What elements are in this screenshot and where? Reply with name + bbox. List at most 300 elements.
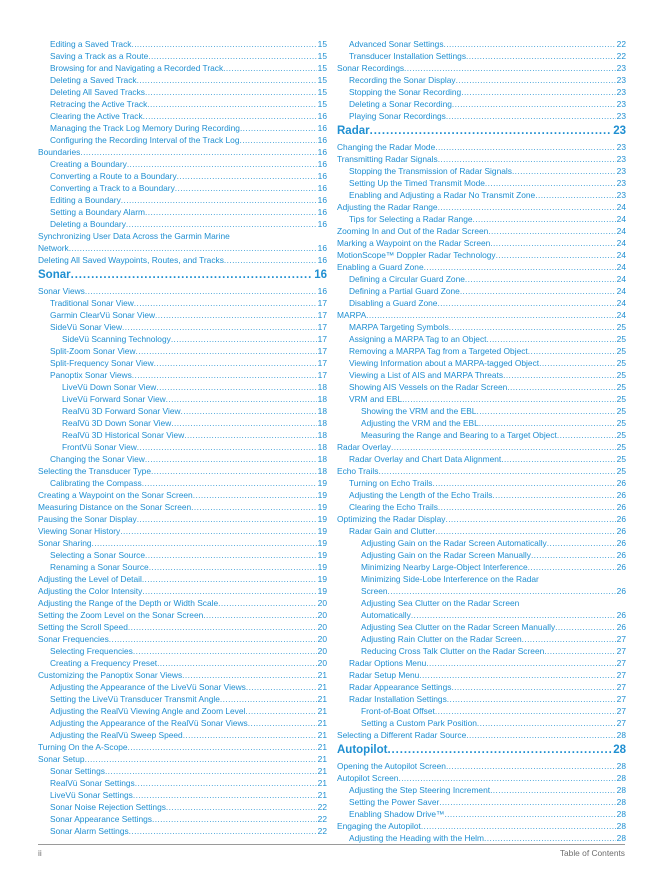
toc-entry-label: RealVü Sonar Settings <box>50 778 135 788</box>
toc-entry[interactable] <box>38 753 327 765</box>
toc-entry-page-number: 25 <box>616 382 626 392</box>
toc-entry-page-number: 23 <box>616 154 626 164</box>
toc-entry[interactable] <box>337 333 626 345</box>
toc-entry-page-number: 17 <box>317 310 327 320</box>
toc-entry-page-number: 17 <box>317 298 327 308</box>
toc-entry[interactable] <box>337 213 626 225</box>
toc-entry-page-number: 16 <box>317 207 327 217</box>
toc-entry[interactable] <box>38 477 327 489</box>
toc-dot-leader <box>388 585 616 597</box>
toc-entry-label: Setting the Power Saver <box>349 797 440 807</box>
toc-entry-page-number: 26 <box>616 586 626 596</box>
toc-entry[interactable] <box>337 321 626 333</box>
toc-entry[interactable] <box>337 393 626 405</box>
toc-entry[interactable] <box>38 321 327 333</box>
toc-entry[interactable] <box>337 585 626 597</box>
toc-entry-page-number: 15 <box>317 63 327 73</box>
toc-entry-label: Stopping the Transmission of Radar Signals <box>349 166 512 176</box>
toc-dot-leader <box>132 369 317 381</box>
toc-entry[interactable] <box>38 170 327 182</box>
toc-entry-label: Adjusting the Color Intensity <box>38 586 143 596</box>
toc-entry[interactable] <box>38 561 327 573</box>
toc-entry[interactable] <box>38 62 327 74</box>
toc-dot-leader <box>411 609 616 621</box>
toc-dot-leader <box>128 741 317 753</box>
toc-entry[interactable] <box>38 369 327 381</box>
toc-entry[interactable] <box>337 669 626 681</box>
toc-entry[interactable] <box>38 705 327 717</box>
toc-entry-page-number: 15 <box>317 99 327 109</box>
toc-entry-page-number: 17 <box>317 370 327 380</box>
toc-dot-leader <box>512 165 616 177</box>
toc-entry[interactable] <box>38 465 327 477</box>
toc-dot-leader <box>149 561 317 573</box>
toc-entry[interactable] <box>337 465 626 477</box>
toc-dot-leader <box>451 681 615 693</box>
toc-entry[interactable] <box>38 657 327 669</box>
toc-entry[interactable] <box>38 194 327 206</box>
toc-entry-label: Radar Setup Menu <box>349 670 420 680</box>
toc-entry-page-number: 19 <box>317 586 327 596</box>
toc-entry[interactable] <box>38 158 327 170</box>
toc-dot-leader <box>223 62 317 74</box>
toc-entry-page-number: 20 <box>317 610 327 620</box>
toc-dot-leader <box>175 182 317 194</box>
toc-entry-label: Deleting All Saved Waypoints, Routes, and Tracks <box>38 255 224 265</box>
toc-dot-leader <box>245 705 316 717</box>
toc-dot-leader <box>473 213 616 225</box>
toc-entry-page-number: 24 <box>616 226 626 236</box>
toc-entry[interactable] <box>38 573 327 585</box>
toc-entry[interactable] <box>337 381 626 393</box>
toc-dot-leader <box>224 254 317 266</box>
toc-entry-page-number: 19 <box>317 490 327 500</box>
toc-entry[interactable] <box>337 249 626 261</box>
toc-entry-label: Deleting a Sonar Recording <box>349 99 452 109</box>
toc-dot-leader <box>171 417 316 429</box>
toc-entry-label: Clearing the Active Track <box>50 111 143 121</box>
toc-entry[interactable] <box>337 237 626 249</box>
toc-entry[interactable] <box>337 74 626 86</box>
toc-entry[interactable] <box>38 717 327 729</box>
toc-entry[interactable] <box>337 369 626 381</box>
toc-entry[interactable] <box>337 357 626 369</box>
toc-entry[interactable] <box>38 669 327 681</box>
toc-entry[interactable] <box>337 86 626 98</box>
toc-entry[interactable] <box>38 285 327 297</box>
toc-dot-leader <box>387 742 612 759</box>
toc-dot-leader <box>366 309 616 321</box>
toc-entry[interactable] <box>38 381 327 393</box>
toc-entry[interactable] <box>337 201 626 213</box>
toc-entry-page-number: 19 <box>317 478 327 488</box>
toc-entry-page-number: 25 <box>616 322 626 332</box>
toc-entry-label: Turning on Echo Trails <box>349 478 433 488</box>
toc-entry-label: Showing AIS Vessels on the Radar Screen <box>349 382 508 392</box>
toc-entry-page-number: 24 <box>616 202 626 212</box>
toc-entry[interactable] <box>337 441 626 453</box>
toc-entry-page-number: 15 <box>317 51 327 61</box>
toc-dot-leader <box>435 705 616 717</box>
toc-entry[interactable] <box>337 285 626 297</box>
toc-entry-label: LiveVü Sonar Settings <box>50 790 133 800</box>
toc-entry-page-number: 18 <box>317 382 327 392</box>
toc-entry[interactable] <box>38 501 327 513</box>
toc-entry[interactable] <box>38 429 327 441</box>
toc-dot-leader <box>444 808 615 820</box>
toc-entry[interactable] <box>337 429 626 441</box>
toc-entry[interactable] <box>337 784 626 796</box>
toc-dot-leader <box>528 561 616 573</box>
toc-entry-label: Screen <box>361 586 388 596</box>
toc-section-heading[interactable] <box>337 742 626 759</box>
toc-entry-page-number: 24 <box>616 298 626 308</box>
toc-entry-page-number: 16 <box>317 135 327 145</box>
toc-entry-page-number: 27 <box>616 658 626 668</box>
toc-entry[interactable] <box>38 333 327 345</box>
toc-entry-label: Adjusting Gain on the Radar Screen Automatically <box>361 538 547 548</box>
toc-entry[interactable] <box>337 597 626 609</box>
toc-entry[interactable] <box>337 477 626 489</box>
toc-entry[interactable] <box>337 573 626 585</box>
toc-entry[interactable] <box>337 153 626 165</box>
toc-entry[interactable] <box>337 729 626 741</box>
toc-entry-page-number: 18 <box>317 430 327 440</box>
toc-entry[interactable] <box>38 50 327 62</box>
toc-entry[interactable] <box>337 189 626 201</box>
toc-entry-label: Converting a Route to a Boundary <box>50 171 177 181</box>
toc-entry-label: Advanced Sonar Settings <box>349 39 444 49</box>
toc-entry[interactable] <box>38 765 327 777</box>
toc-entry[interactable] <box>337 62 626 74</box>
toc-dot-leader <box>105 765 317 777</box>
toc-entry-page-number: 16 <box>317 219 327 229</box>
toc-entry-page-number: 24 <box>616 238 626 248</box>
toc-entry-page-number: 19 <box>317 502 327 512</box>
toc-dot-leader <box>555 621 616 633</box>
toc-entry[interactable] <box>337 261 626 273</box>
toc-entry-label: Playing Sonar Recordings <box>349 111 446 121</box>
toc-entry[interactable] <box>337 832 626 844</box>
toc-entry-page-number: 25 <box>616 418 626 428</box>
toc-dot-leader <box>177 170 317 182</box>
toc-entry-label: Setting the Scroll Speed <box>38 622 128 632</box>
toc-right-column <box>337 38 626 844</box>
toc-dot-leader <box>69 242 317 254</box>
toc-entry-page-number: 18 <box>317 406 327 416</box>
toc-entry-page-number: 27 <box>616 634 626 644</box>
toc-entry-label: MARPA <box>337 310 367 320</box>
toc-dot-leader <box>439 796 615 808</box>
toc-dot-leader <box>248 717 317 729</box>
toc-entry[interactable] <box>38 230 327 242</box>
toc-entry[interactable] <box>337 820 626 832</box>
toc-entry-label: LiveVü Forward Sonar View <box>62 394 166 404</box>
toc-entry-label: Synchronizing User Data Across the Garmin Marine <box>38 231 230 241</box>
toc-entry-page-number: 17 <box>317 358 327 368</box>
toc-section-heading[interactable] <box>38 267 327 284</box>
toc-dot-leader <box>156 381 316 393</box>
toc-entry-page-number: 28 <box>616 809 626 819</box>
toc-entry[interactable] <box>38 621 327 633</box>
toc-entry-label: Sonar Recordings <box>337 63 405 73</box>
toc-dot-leader <box>181 405 317 417</box>
toc-dot-leader <box>435 525 616 537</box>
toc-dot-leader <box>109 633 317 645</box>
toc-entry[interactable] <box>337 345 626 357</box>
toc-entry-label: Enabling Shadow Drive™ <box>349 809 445 819</box>
toc-entry-page-number: 21 <box>317 742 327 752</box>
toc-entry[interactable] <box>337 525 626 537</box>
toc-entry-label: Browsing for and Navigating a Recorded Track <box>50 63 224 73</box>
toc-entry-label: Marking a Waypoint on the Radar Screen <box>337 238 491 248</box>
toc-entry-page-number: 16 <box>317 123 327 133</box>
toc-entry[interactable] <box>337 165 626 177</box>
toc-entry[interactable] <box>38 813 327 825</box>
toc-entry-label: Front-of-Boat Offset <box>361 706 435 716</box>
toc-entry-label: Defining a Circular Guard Zone <box>349 274 465 284</box>
toc-entry[interactable] <box>38 645 327 657</box>
toc-entry[interactable] <box>337 633 626 645</box>
toc-entry[interactable] <box>337 141 626 153</box>
toc-entry-label: Tips for Selecting a Radar Range <box>349 214 473 224</box>
toc-entry-page-number: 25 <box>616 370 626 380</box>
toc-entry[interactable] <box>38 206 327 218</box>
toc-entry-page-number: 20 <box>317 658 327 668</box>
toc-entry-page-number: 25 <box>616 358 626 368</box>
toc-entry[interactable] <box>38 537 327 549</box>
toc-entry-label: Changing the Sonar View <box>50 454 145 464</box>
toc-entry[interactable] <box>38 441 327 453</box>
toc-entry[interactable] <box>38 242 327 254</box>
toc-entry[interactable] <box>38 453 327 465</box>
toc-entry[interactable] <box>337 681 626 693</box>
toc-entry[interactable] <box>38 393 327 405</box>
toc-entry[interactable] <box>337 537 626 549</box>
toc-entry[interactable] <box>38 513 327 525</box>
toc-entry[interactable] <box>337 38 626 50</box>
toc-entry[interactable] <box>38 110 327 122</box>
toc-dot-leader <box>142 477 317 489</box>
toc-dot-leader <box>85 285 317 297</box>
toc-dot-leader <box>477 717 616 729</box>
toc-entry-label: Sonar Setup <box>38 754 85 764</box>
toc-entry[interactable] <box>337 609 626 621</box>
toc-dot-leader <box>145 206 317 218</box>
toc-entry-page-number: 21 <box>317 706 327 716</box>
toc-dot-leader <box>193 489 317 501</box>
toc-entry-page-number: 24 <box>616 310 626 320</box>
toc-entry[interactable] <box>38 633 327 645</box>
toc-entry[interactable] <box>337 489 626 501</box>
toc-entry-page-number: 23 <box>616 75 626 85</box>
toc-entry-label: Managing the Track Log Memory During Recording <box>50 123 240 133</box>
toc-entry[interactable] <box>38 681 327 693</box>
toc-entry-label: Sonar Sharing <box>38 538 92 548</box>
toc-entry[interactable] <box>337 760 626 772</box>
toc-entry-page-number: 15 <box>317 87 327 97</box>
toc-entry[interactable] <box>337 657 626 669</box>
toc-entry-page-number: 21 <box>317 790 327 800</box>
toc-entry-label: Radar Appearance Settings <box>349 682 452 692</box>
toc-entry-page-number: 22 <box>317 814 327 824</box>
toc-entry-page-number: 18 <box>317 466 327 476</box>
toc-entry[interactable] <box>337 177 626 189</box>
toc-entry[interactable] <box>337 501 626 513</box>
toc-entry-label: Engaging the Autopilot <box>337 821 421 831</box>
toc-entry[interactable] <box>38 309 327 321</box>
toc-entry[interactable] <box>38 741 327 753</box>
toc-entry[interactable] <box>38 609 327 621</box>
toc-entry[interactable] <box>38 98 327 110</box>
toc-entry-label: Sonar Settings <box>50 766 105 776</box>
toc-entry-label: Boundaries <box>38 147 81 157</box>
toc-entry[interactable] <box>337 717 626 729</box>
toc-entry-label: Renaming a Sonar Source <box>50 562 149 572</box>
toc-dot-leader <box>438 201 616 213</box>
toc-entry-page-number: 26 <box>616 550 626 560</box>
toc-entry[interactable] <box>38 549 327 561</box>
toc-entry-page-number: 25 <box>616 442 626 452</box>
toc-entry-label: Selecting Frequencies <box>50 646 133 656</box>
toc-entry[interactable] <box>38 254 327 266</box>
toc-entry[interactable] <box>337 705 626 717</box>
toc-entry[interactable] <box>337 225 626 237</box>
toc-entry[interactable] <box>337 309 626 321</box>
toc-entry[interactable] <box>337 561 626 573</box>
toc-entry-label: Sonar <box>38 269 71 281</box>
toc-dot-leader <box>239 134 316 146</box>
toc-left-column <box>38 38 327 837</box>
toc-entry[interactable] <box>38 182 327 194</box>
toc-dot-leader <box>507 381 615 393</box>
toc-entry-page-number: 17 <box>317 322 327 332</box>
toc-entry[interactable] <box>337 417 626 429</box>
toc-entry[interactable] <box>38 597 327 609</box>
toc-entry-label: Adjusting the VRM and the EBL <box>361 418 479 428</box>
toc-entry-page-number: 28 <box>616 730 626 740</box>
toc-entry[interactable] <box>38 218 327 230</box>
toc-entry[interactable] <box>38 146 327 158</box>
toc-entry[interactable] <box>38 789 327 801</box>
toc-entry[interactable] <box>337 453 626 465</box>
toc-entry[interactable] <box>38 525 327 537</box>
toc-entry[interactable] <box>38 729 327 741</box>
toc-entry-label: Creating a Waypoint on the Sonar Screen <box>38 490 193 500</box>
toc-entry[interactable] <box>38 417 327 429</box>
toc-dot-leader <box>466 729 615 741</box>
toc-entry[interactable] <box>337 110 626 122</box>
toc-entry[interactable] <box>38 357 327 369</box>
toc-entry-label: Viewing a List of AIS and MARPA Threats <box>349 370 504 380</box>
toc-entry[interactable] <box>337 808 626 820</box>
toc-entry[interactable] <box>337 772 626 784</box>
toc-entry[interactable] <box>337 50 626 62</box>
toc-dot-leader <box>449 321 616 333</box>
toc-dot-leader <box>456 74 616 86</box>
toc-dot-leader <box>154 357 317 369</box>
toc-entry[interactable] <box>337 549 626 561</box>
toc-section-heading[interactable] <box>337 123 626 140</box>
toc-dot-leader <box>85 753 317 765</box>
toc-entry-label: Adjusting the Radar Range <box>337 202 438 212</box>
toc-entry[interactable] <box>337 693 626 705</box>
toc-dot-leader <box>426 657 615 669</box>
toc-entry-label: SideVü Sonar View <box>50 322 123 332</box>
toc-dot-leader <box>444 38 616 50</box>
toc-entry-page-number: 22 <box>616 39 626 49</box>
toc-entry-page-number: 19 <box>317 538 327 548</box>
toc-entry-page-number: 24 <box>616 286 626 296</box>
toc-entry-label: Editing a Boundary <box>50 195 121 205</box>
toc-entry[interactable] <box>38 345 327 357</box>
toc-entry[interactable] <box>38 801 327 813</box>
toc-entry[interactable] <box>38 825 327 837</box>
toc-entry[interactable] <box>38 86 327 98</box>
toc-entry-page-number: 26 <box>616 526 626 536</box>
toc-entry[interactable] <box>337 513 626 525</box>
toc-entry-page-number: 19 <box>317 562 327 572</box>
toc-entry[interactable] <box>38 693 327 705</box>
toc-entry-page-number: 28 <box>616 821 626 831</box>
toc-entry[interactable] <box>38 297 327 309</box>
toc-entry-page-number: 22 <box>616 51 626 61</box>
toc-entry-page-number: 16 <box>317 243 327 253</box>
toc-entry-page-number: 19 <box>317 514 327 524</box>
toc-dot-leader <box>137 74 317 86</box>
toc-entry-page-number: 25 <box>616 334 626 344</box>
toc-entry-page-number: 27 <box>616 706 626 716</box>
toc-dot-leader <box>445 513 615 525</box>
toc-entry-label: Calibrating the Compass <box>50 478 142 488</box>
toc-entry[interactable] <box>38 134 327 146</box>
toc-entry[interactable] <box>337 297 626 309</box>
footer-title: Table of Contents <box>559 848 625 858</box>
toc-entry-label: RealVü 3D Historical Sonar View <box>62 430 185 440</box>
page-footer <box>38 844 625 858</box>
toc-entry[interactable] <box>38 405 327 417</box>
toc-entry[interactable] <box>38 74 327 86</box>
toc-entry-label: Sonar Frequencies <box>38 634 109 644</box>
toc-entry[interactable] <box>337 273 626 285</box>
toc-entry[interactable] <box>337 405 626 417</box>
toc-entry-label: Radar Gain and Clutter <box>349 526 436 536</box>
toc-entry-label: Radar Options Menu <box>349 658 427 668</box>
toc-entry[interactable] <box>337 621 626 633</box>
toc-dot-leader <box>122 321 317 333</box>
toc-entry[interactable] <box>38 777 327 789</box>
toc-entry[interactable] <box>38 585 327 597</box>
toc-entry[interactable] <box>337 645 626 657</box>
toc-entry-page-number: 23 <box>616 142 626 152</box>
toc-dot-leader <box>370 123 613 140</box>
toc-entry-label: Adjusting the RealVü Viewing Angle and Zoom Level <box>50 706 246 716</box>
toc-dot-leader <box>148 50 316 62</box>
toc-dot-leader <box>435 141 615 153</box>
toc-entry-label: Turning On the A-Scope <box>38 742 128 752</box>
toc-entry-page-number: 28 <box>616 761 626 771</box>
toc-entry[interactable] <box>38 38 327 50</box>
toc-entry[interactable] <box>38 489 327 501</box>
toc-entry-label: Saving a Track as a Route <box>50 51 149 61</box>
toc-entry-label: Opening the Autopilot Screen <box>337 761 446 771</box>
toc-entry[interactable] <box>337 796 626 808</box>
toc-entry[interactable] <box>337 98 626 110</box>
toc-entry-page-number: 28 <box>616 773 626 783</box>
toc-entry-label: Measuring Distance on the Sonar Screen <box>38 502 192 512</box>
toc-entry-label: Creating a Boundary <box>50 159 127 169</box>
toc-entry[interactable] <box>38 122 327 134</box>
